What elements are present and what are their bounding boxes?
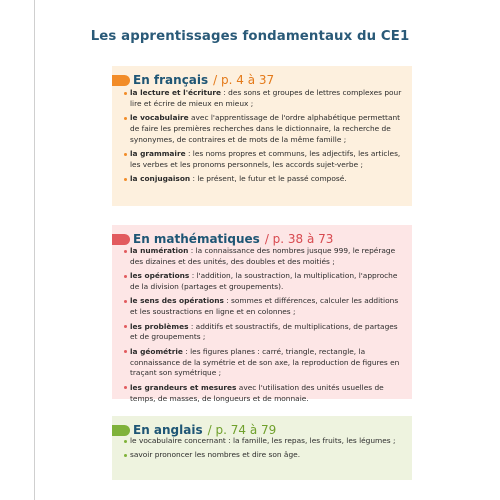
section-header: [112, 73, 274, 87]
section-pages: / p. 74 à 79: [207, 423, 277, 437]
page-edge-line: [34, 0, 35, 500]
bullet-icon: [124, 153, 127, 156]
list-item: [124, 450, 404, 461]
item-term: la grammaire: [130, 149, 186, 159]
item-text: : les noms propres et communs, les adjectifs, les articles, les verbes et les pronoms personnels, les accords sujet-verbe ;: [130, 149, 401, 169]
list-item: [124, 271, 404, 293]
section-pages: / p. 4 à 37: [213, 73, 275, 87]
section-title: En anglais: [133, 423, 203, 437]
item-term: les opérations: [130, 271, 190, 281]
section-tab-marker: [112, 75, 130, 86]
bullet-icon: [124, 250, 127, 253]
bullet-icon: [124, 275, 127, 278]
item-term: les grandeurs et mesures: [130, 382, 237, 392]
section-title: En français: [133, 73, 209, 87]
section-item-list: [124, 246, 404, 408]
item-term: le sens des opérations: [130, 296, 224, 306]
bullet-icon: [124, 300, 127, 303]
item-text: : l'addition, la soustraction, la multiplication, l'approche de la division (partages et groupements).: [130, 271, 398, 291]
section-item-list: [124, 436, 404, 465]
item-term: la conjugaison: [130, 174, 191, 184]
item-text: : additifs et soustractifs, de multiplications, de partages et de groupements ;: [130, 321, 398, 342]
list-item: [124, 149, 404, 171]
item-text: avec l'apprentissage de l'ordre alphabétique permettant de faire les premières recherches dans le dictionnaire, la recherche de synonymes, de contraires et de mots de la même famille ;: [130, 113, 401, 144]
bullet-icon: [124, 386, 127, 389]
section-pages: / p. 38 à 73: [264, 232, 334, 246]
list-item: [124, 113, 404, 145]
list-item: [124, 383, 404, 405]
list-item: [124, 347, 404, 379]
bullet-icon: [124, 117, 127, 120]
item-term: la numération: [130, 246, 189, 255]
item-text: le vocabulaire concernant : la famille, les repas, les fruits, les légumes ;: [130, 436, 396, 445]
bullet-icon: [124, 350, 127, 353]
bullet-icon: [124, 92, 127, 95]
section-header: [112, 423, 276, 437]
item-text: : le présent, le futur et le passé composé.: [190, 174, 347, 184]
section-francais: [112, 66, 412, 206]
section-tab-marker: [112, 425, 130, 436]
item-term: la géométrie: [130, 346, 183, 356]
item-text: : la connaissance des nombres jusque 999, le repérage des dizaines et des unités, des doubles et des moitiés ;: [130, 246, 396, 266]
list-item: [124, 174, 404, 185]
section-mathematiques: [112, 225, 412, 403]
list-item: [124, 296, 404, 318]
bullet-icon: [124, 440, 127, 443]
item-term: la lecture et l'écriture: [130, 88, 221, 97]
section-item-list: [124, 88, 404, 189]
page-title: Les apprentissages fondamentaux du CE1: [90, 29, 410, 44]
section-title: En mathématiques: [133, 232, 260, 246]
item-term: les problèmes: [130, 321, 189, 331]
item-text: savoir prononcer les nombres et dire son âge.: [130, 450, 301, 460]
section-tab-marker: [112, 234, 130, 245]
list-item: [124, 322, 404, 344]
bullet-icon: [124, 325, 127, 328]
section-anglais: [112, 416, 412, 480]
bullet-icon: [124, 178, 127, 181]
section-header: [112, 232, 333, 246]
list-item: [124, 436, 404, 447]
item-text: : les figures planes : carré, triangle, rectangle, la connaissance de la symétrie et de son axe, la reproduction de figures en traçant son symétrique ;: [130, 346, 400, 378]
bullet-icon: [124, 454, 127, 457]
list-item: [124, 88, 404, 110]
item-text: avec l'utilisation des unités usuelles de temps, de masses, de longueurs et de monnaie.: [130, 382, 384, 403]
item-text: : des sons et groupes de lettres complexes pour lire et écrire de mieux en mieux ;: [130, 88, 402, 108]
item-term: le vocabulaire: [130, 113, 189, 123]
item-text: : sommes et différences, calculer les additions et les soustractions en ligne et en colonnes ;: [130, 296, 399, 317]
list-item: [124, 246, 404, 268]
